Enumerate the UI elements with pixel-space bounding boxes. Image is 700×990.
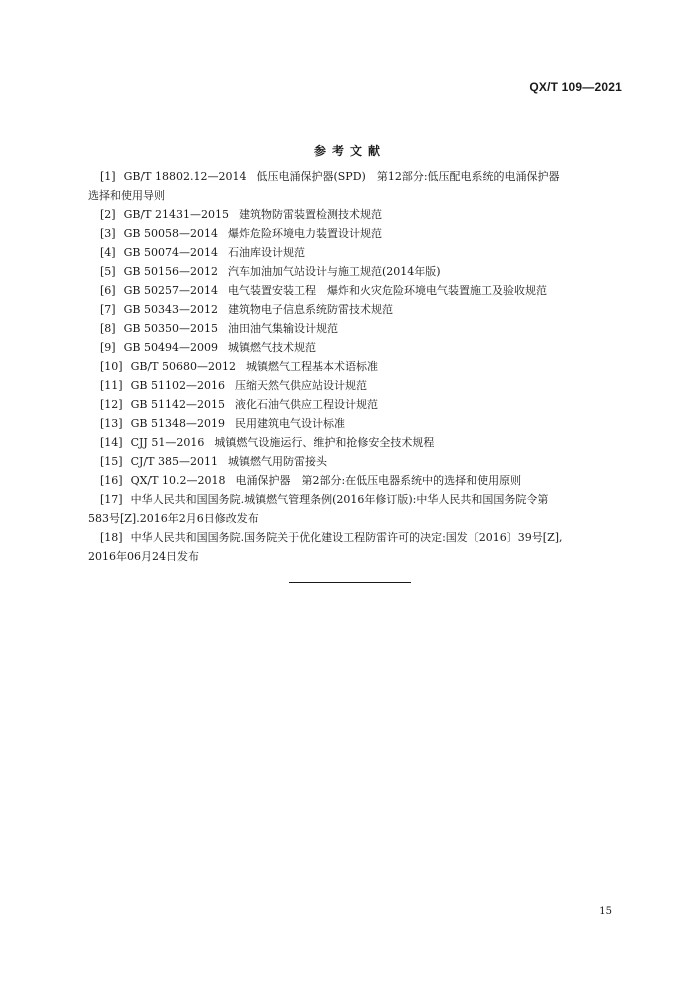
reference-item (88, 414, 628, 433)
reference-title: 城镇燃气设施运行、维护和抢修安全技术规程 (214, 436, 435, 449)
reference-item (88, 433, 628, 452)
reference-number: [8] (100, 322, 116, 335)
reference-first-line (88, 167, 628, 186)
reference-code: GB 50494—2009 (123, 341, 218, 354)
reference-continuation: 选择和使用导则 (88, 189, 165, 202)
reference-first-line (88, 281, 628, 300)
reference-first-line (88, 395, 628, 414)
reference-title: 城镇燃气技术规范 (227, 341, 316, 354)
reference-item (88, 243, 628, 262)
reference-code: GB 50156—2012 (123, 265, 218, 278)
reference-number: [17] (100, 493, 123, 506)
reference-first-line (88, 452, 628, 471)
reference-first-line (88, 338, 628, 357)
reference-title: 汽车加油加气站设计与施工规范(2014年版) (227, 265, 441, 278)
reference-item (88, 452, 628, 471)
reference-list (88, 167, 628, 566)
reference-item (88, 376, 628, 395)
section-title: 参考文献 (313, 144, 386, 158)
document-code: QX/T 109—2021 (529, 80, 622, 94)
reference-item (88, 224, 628, 243)
reference-item (88, 528, 628, 566)
reference-continuation: 583号[Z].2016年2月6日修改发布 (88, 512, 259, 525)
reference-item (88, 300, 628, 319)
reference-title: 民用建筑电气设计标准 (234, 417, 345, 430)
reference-code: GB/T 18802.12—2014 (123, 170, 247, 183)
reference-title: 爆炸危险环境电力装置设计规范 (227, 227, 382, 240)
reference-number: [2] (100, 208, 116, 221)
reference-number: [15] (100, 455, 123, 468)
reference-code: GB 50343—2012 (123, 303, 218, 316)
reference-title: 电气装置安装工程 爆炸和火灾危险环境电气装置施工及验收规范 (227, 284, 547, 297)
reference-title: 石油库设计规范 (227, 246, 305, 259)
reference-first-line (88, 300, 628, 319)
reference-code: CJ/T 385—2011 (130, 455, 218, 468)
reference-number: [4] (100, 246, 116, 259)
reference-item (88, 167, 628, 205)
reference-title: 城镇燃气工程基本术语标准 (246, 360, 378, 373)
reference-code: GB 50074—2014 (123, 246, 218, 259)
reference-title: 低压电涌保护器(SPD) 第12部分:低压配电系统的电涌保护器 (256, 170, 560, 183)
reference-item (88, 357, 628, 376)
reference-code: GB 51348—2019 (130, 417, 225, 430)
reference-first-line (88, 376, 628, 395)
reference-item (88, 319, 628, 338)
reference-number: [12] (100, 398, 123, 411)
reference-item (88, 281, 628, 300)
end-rule (289, 582, 411, 583)
reference-title: 液化石油气供应工程设计规范 (234, 398, 378, 411)
reference-item (88, 490, 628, 528)
reference-code: GB 50058—2014 (123, 227, 218, 240)
reference-first-line (88, 319, 628, 338)
reference-number: [18] (100, 531, 123, 544)
reference-number: [9] (100, 341, 116, 354)
reference-code: GB 50257—2014 (123, 284, 218, 297)
reference-first-line (88, 490, 628, 509)
reference-code: QX/T 10.2—2018 (130, 474, 226, 487)
reference-title: 油田油气集输设计规范 (227, 322, 338, 335)
reference-first-line (88, 243, 628, 262)
reference-number: [13] (100, 417, 123, 430)
reference-number: [16] (100, 474, 123, 487)
reference-first-line (88, 528, 628, 547)
reference-number: [1] (100, 170, 116, 183)
reference-number: [14] (100, 436, 123, 449)
reference-code: GB/T 21431—2015 (123, 208, 229, 221)
reference-number: [6] (100, 284, 116, 297)
reference-first-line (88, 205, 628, 224)
reference-code: GB/T 50680—2012 (130, 360, 236, 373)
reference-number: [11] (100, 379, 123, 392)
reference-first-line (88, 357, 628, 376)
reference-title: 中华人民共和国国务院.城镇燃气管理条例(2016年修订版):中华人民共和国国务院令第 (130, 493, 549, 506)
reference-number: [7] (100, 303, 116, 316)
reference-item (88, 338, 628, 357)
reference-item (88, 471, 628, 490)
reference-code: GB 51102—2016 (130, 379, 225, 392)
reference-first-line (88, 414, 628, 433)
reference-title: 电涌保护器 第2部分:在低压电器系统中的选择和使用原则 (235, 474, 522, 487)
reference-number: [5] (100, 265, 116, 278)
reference-item (88, 262, 628, 281)
reference-title: 城镇燃气用防雷接头 (227, 455, 327, 468)
reference-title: 建筑物防雷装置检测技术规范 (239, 208, 382, 221)
reference-first-line (88, 224, 628, 243)
reference-continuation: 2016年06月24日发布 (88, 550, 199, 563)
reference-first-line (88, 433, 628, 452)
reference-title: 压缩天然气供应站设计规范 (234, 379, 367, 392)
reference-title: 中华人民共和国国务院.国务院关于优化建设工程防雷许可的决定:国发〔2016〕39号[Z], (130, 531, 563, 544)
reference-item (88, 205, 628, 224)
reference-code: CJJ 51—2016 (130, 436, 205, 449)
reference-code: GB 50350—2015 (123, 322, 218, 335)
reference-number: [3] (100, 227, 116, 240)
reference-item (88, 395, 628, 414)
reference-code: GB 51142—2015 (130, 398, 225, 411)
reference-number: [10] (100, 360, 123, 373)
page-number: 15 (599, 906, 612, 917)
reference-title: 建筑物电子信息系统防雷技术规范 (227, 303, 393, 316)
reference-first-line (88, 262, 628, 281)
reference-first-line (88, 471, 628, 490)
